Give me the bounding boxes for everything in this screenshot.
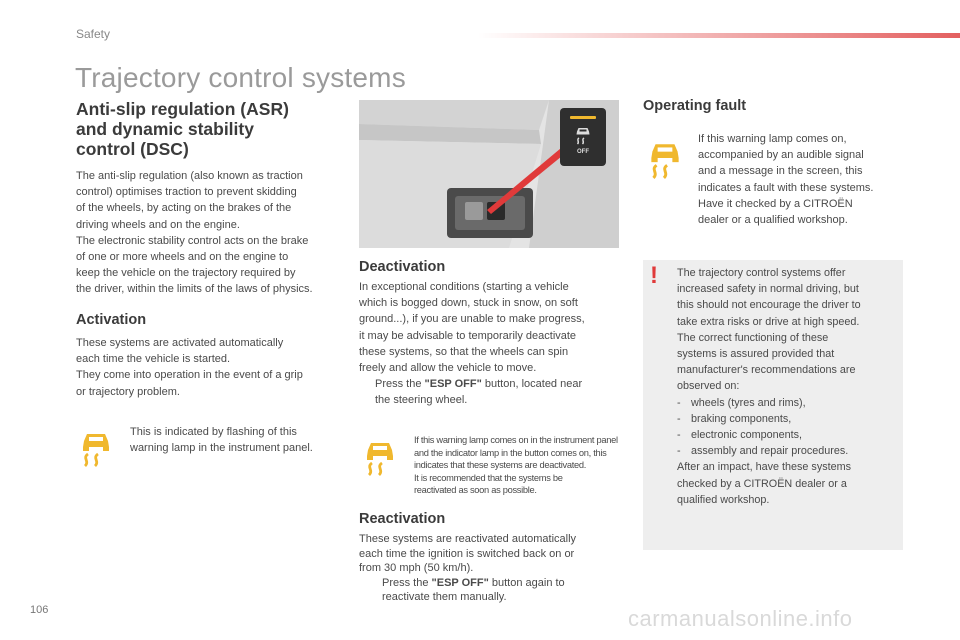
heading-line: Anti-slip regulation (ASR) bbox=[76, 99, 289, 119]
text-line: ground...), if you are unable to make progress, bbox=[359, 313, 585, 326]
text-line: The correct functioning of these bbox=[677, 331, 829, 344]
list-item bbox=[677, 443, 895, 459]
text-line: Have it checked by a CITROËN bbox=[698, 197, 853, 210]
list-item-text: assembly and repair procedures. bbox=[691, 445, 849, 458]
bullet-prefix: Press the bbox=[382, 576, 432, 589]
text-line: indicates that these systems are deactivated. bbox=[414, 460, 587, 471]
bullet-marker bbox=[359, 576, 382, 591]
text-line: After an impact, have these systems bbox=[677, 461, 852, 474]
activation-heading: Activation bbox=[76, 312, 147, 328]
reactivation-heading: Reactivation bbox=[359, 511, 446, 527]
skid-warning-icon bbox=[648, 138, 682, 180]
deactivation-bullet-cont bbox=[359, 392, 621, 408]
list-item bbox=[677, 395, 895, 411]
text-line: The electronic stability control acts on the brake bbox=[76, 234, 309, 247]
asr-intro-text bbox=[76, 168, 351, 298]
page-title: Trajectory control systems bbox=[75, 62, 406, 93]
list-dash: - bbox=[677, 396, 681, 409]
text-line: it may be advisable to temporarily deactivate bbox=[359, 329, 577, 342]
text-line: These systems are reactivated automatically bbox=[359, 533, 577, 545]
activation-lamp-note bbox=[130, 424, 350, 456]
esp-off-button-closeup bbox=[560, 108, 606, 166]
exclamation-icon: ! bbox=[650, 262, 658, 289]
bullet-line2: the steering wheel. bbox=[375, 394, 468, 407]
text-line: It is recommended that the systems be bbox=[414, 472, 563, 483]
bullet-line2: reactivate them manually. bbox=[382, 591, 507, 604]
asr-dsc-heading bbox=[76, 99, 346, 159]
operating-fault-heading: Operating fault bbox=[643, 98, 747, 114]
text-line: this should not encourage the driver to bbox=[677, 299, 861, 312]
reactivation-text bbox=[359, 532, 621, 605]
warning-text bbox=[677, 265, 895, 508]
bullet-prefix: Press the bbox=[375, 378, 425, 391]
text-line: The trajectory control systems offer bbox=[677, 267, 846, 279]
text-line: reactivated as soon as possible. bbox=[414, 485, 537, 496]
button-indicator-lamp bbox=[570, 116, 596, 119]
deactivation-note bbox=[414, 434, 629, 497]
reactivation-bullet bbox=[359, 576, 621, 591]
text-line: these systems, so that the wheels can spin bbox=[359, 345, 569, 358]
text-line: take extra risks or drive at high speed. bbox=[677, 315, 860, 328]
text-line: In exceptional conditions (starting a vehicle bbox=[359, 281, 569, 293]
list-dash: - bbox=[677, 445, 681, 458]
text-line: accompanied by an audible signal bbox=[698, 149, 864, 162]
header-accent-bar bbox=[478, 33, 960, 38]
reactivation-bullet-cont bbox=[359, 590, 621, 605]
text-line: They come into operation in the event of a grip bbox=[76, 369, 303, 382]
list-item-text: braking components, bbox=[691, 412, 792, 425]
text-line: increased safety in normal driving, but bbox=[677, 283, 859, 296]
text-line: The anti-slip regulation (also known as traction bbox=[76, 170, 303, 182]
bullet-marker bbox=[359, 376, 375, 392]
text-line: and a message in the screen, this bbox=[698, 165, 863, 178]
deactivation-bullet bbox=[359, 376, 621, 392]
text-line: and the indicator lamp in the button comes on, this bbox=[414, 447, 607, 458]
text-line: of one or more wheels and on the engine to bbox=[76, 251, 289, 264]
list-dash: - bbox=[677, 429, 681, 442]
text-line: This is indicated by flashing of this bbox=[130, 426, 297, 438]
list-item-text: wheels (tyres and rims), bbox=[691, 396, 806, 409]
operating-fault-text bbox=[698, 131, 908, 228]
text-line: from 30 mph (50 km/h). bbox=[359, 562, 474, 575]
text-line: manufacturer's recommendations are bbox=[677, 364, 856, 377]
text-line: indicates a fault with these systems. bbox=[698, 181, 874, 194]
activation-text bbox=[76, 335, 351, 400]
text-line: If this warning lamp comes on, bbox=[698, 133, 847, 145]
bullet-indent bbox=[359, 392, 375, 408]
text-line: keep the vehicle on the trajectory required by bbox=[76, 267, 296, 280]
text-line: each time the ignition is switched back on or bbox=[359, 547, 575, 560]
skid-button-icon bbox=[573, 125, 593, 145]
text-line: warning lamp in the instrument panel. bbox=[130, 442, 313, 455]
text-line: observed on: bbox=[677, 380, 740, 393]
list-item bbox=[677, 427, 895, 443]
skid-warning-icon bbox=[80, 428, 112, 468]
bullet-text bbox=[375, 376, 582, 392]
text-line: each time the vehicle is started. bbox=[76, 353, 231, 366]
text-line: of the wheels, by acting on the brakes of the bbox=[76, 202, 292, 215]
section-label: Safety bbox=[76, 27, 111, 41]
bullet-indent bbox=[359, 590, 382, 605]
text-line: systems is assured provided that bbox=[677, 348, 835, 361]
page-number: 106 bbox=[30, 604, 49, 616]
button-off-label: OFF bbox=[577, 149, 589, 155]
text-line: freely and allow the vehicle to move. bbox=[359, 362, 537, 375]
text-line: control) optimises traction to prevent skidding bbox=[76, 186, 297, 199]
bullet-text bbox=[382, 576, 565, 591]
text-line: driving wheels and on the engine. bbox=[76, 218, 240, 231]
deactivation-heading: Deactivation bbox=[359, 259, 446, 275]
text-line: or trajectory problem. bbox=[76, 385, 180, 398]
esp-off-label: "ESP OFF" bbox=[424, 378, 482, 391]
watermark: carmanualsonline.info bbox=[628, 606, 853, 631]
skid-warning-icon bbox=[364, 437, 396, 477]
bullet-suffix: button again to bbox=[488, 576, 565, 589]
text-line: the driver, within the limits of the laws of physics. bbox=[76, 283, 313, 296]
text-line: If this warning lamp comes on in the instrument panel bbox=[414, 435, 618, 445]
text-line: which is bogged down, stuck in snow, on soft bbox=[359, 297, 578, 310]
list-dash: - bbox=[677, 412, 681, 425]
heading-line: and dynamic stability bbox=[76, 119, 254, 139]
text-line: These systems are activated automatically bbox=[76, 337, 284, 349]
deactivation-text bbox=[359, 279, 621, 409]
heading-line: control (DSC) bbox=[76, 139, 189, 159]
bullet-suffix: button, located near bbox=[481, 378, 583, 391]
text-line: checked by a CITROËN dealer or a bbox=[677, 477, 847, 490]
text-line: qualified workshop. bbox=[677, 493, 770, 506]
esp-off-label: "ESP OFF" bbox=[431, 576, 489, 589]
list-item-text: electronic components, bbox=[691, 429, 803, 442]
text-line: dealer or a qualified workshop. bbox=[698, 214, 848, 227]
list-item bbox=[677, 411, 895, 427]
